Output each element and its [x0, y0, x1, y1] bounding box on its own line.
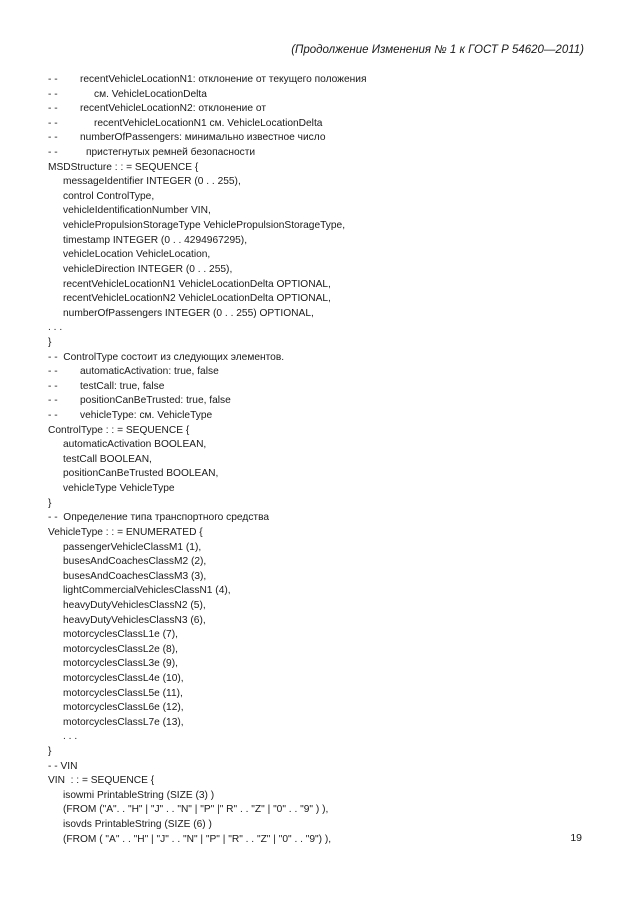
code-line	[48, 555, 588, 570]
code-line-text: recentVehicleLocationN2 VehicleLocationDelta OPTIONAL,	[63, 293, 331, 305]
comment-dash: - -	[48, 88, 58, 100]
code-line	[48, 351, 588, 366]
code-line	[48, 701, 588, 716]
code-line	[48, 88, 588, 103]
code-line-text: automaticActivation: true, false	[80, 366, 219, 378]
code-line	[48, 774, 588, 789]
comment-dash: - -	[48, 132, 58, 144]
code-line-text: - - Определение типа транспортного средства	[48, 512, 270, 524]
code-line	[48, 570, 588, 585]
code-line	[48, 380, 588, 395]
code-line-text: - - ControlType состоит из следующих элементов.	[48, 351, 285, 363]
code-line-text: }	[48, 497, 52, 509]
code-line	[48, 672, 588, 687]
code-line-text: VehicleType : : = ENUMERATED {	[48, 526, 203, 538]
code-line	[48, 409, 588, 424]
code-line-text: vehicleIdentificationNumber VIN,	[63, 205, 211, 217]
code-line-text: busesAndCoachesClassM3 (3),	[63, 570, 207, 582]
code-line	[48, 541, 588, 556]
code-line-text: (FROM ( "A" . . "H" | "J" . . "N" | "P" | "R" . . "Z" | "0" . . "9") ),	[63, 833, 332, 845]
code-line	[48, 292, 588, 307]
code-line	[48, 248, 588, 263]
code-line	[48, 263, 588, 278]
code-line	[48, 789, 588, 804]
code-line-text: . . .	[63, 731, 78, 743]
code-line	[48, 467, 588, 482]
code-line-text: . . .	[48, 322, 63, 334]
code-line	[48, 511, 588, 526]
code-line-text: motorcyclesClassL5e (11),	[63, 687, 183, 699]
code-line-text: vehicleType VehicleType	[63, 483, 175, 495]
code-line-text: messageIdentifier INTEGER (0 . . 255),	[63, 176, 241, 188]
code-line-text: vehicleType: см. VehicleType	[80, 410, 213, 422]
code-line-text: positionCanBeTrusted BOOLEAN,	[63, 468, 219, 480]
code-line	[48, 73, 588, 88]
code-line	[48, 394, 588, 409]
code-line-text: пристегнутых ремней безопасности	[86, 147, 256, 159]
code-line	[48, 526, 588, 541]
code-line	[48, 599, 588, 614]
code-line	[48, 716, 588, 731]
code-line	[48, 818, 588, 833]
code-line	[48, 146, 588, 161]
code-line-text: }	[48, 746, 52, 758]
code-line-text: recentVehicleLocationN2: отклонение от	[80, 103, 266, 115]
comment-dash: - -	[48, 103, 58, 115]
code-line-text: см. VehicleLocationDelta	[94, 88, 207, 100]
code-line	[48, 584, 588, 599]
code-line	[48, 365, 588, 380]
code-line-text: MSDStructure : : = SEQUENCE {	[48, 161, 199, 173]
code-line-text: busesAndCoachesClassM2 (2),	[63, 556, 207, 568]
code-line-text: positionCanBeTrusted: true, false	[80, 395, 231, 407]
code-line-text: recentVehicleLocationN1: отклонение от текущего положения	[80, 74, 367, 85]
code-line-text: lightCommercialVehiclesClassN1 (4),	[63, 585, 231, 597]
code-line	[48, 234, 588, 249]
code-line	[48, 219, 588, 234]
code-line-text: recentVehicleLocationN1 VehicleLocationDelta OPTIONAL,	[63, 278, 331, 290]
code-line	[48, 614, 588, 629]
code-line-text: ControlType : : = SEQUENCE {	[48, 424, 190, 436]
code-line-text: vehicleDirection INTEGER (0 . . 255),	[63, 263, 233, 275]
code-line-text: passengerVehicleClassM1 (1),	[63, 541, 202, 553]
code-line	[48, 204, 588, 219]
code-line-text: motorcyclesClassL6e (12),	[63, 702, 184, 714]
code-line	[48, 424, 588, 439]
code-line	[48, 161, 588, 176]
code-line-text: - - VIN	[48, 760, 78, 772]
comment-dash: - -	[48, 117, 58, 129]
code-line	[48, 833, 588, 848]
code-line	[48, 453, 588, 468]
code-line	[48, 628, 588, 643]
code-line-text: recentVehicleLocationN1 см. VehicleLocationDelta	[94, 117, 323, 129]
code-line-text: automaticActivation BOOLEAN,	[63, 439, 207, 451]
code-line-text: isowmi PrintableString (SIZE (3) )	[63, 789, 215, 801]
code-line	[48, 657, 588, 672]
code-line-text: vehiclePropulsionStorageType VehiclePropulsionStorageType,	[63, 220, 346, 232]
code-line-text: heavyDutyVehiclesClassN2 (5),	[63, 599, 206, 611]
code-line	[48, 102, 588, 117]
code-line	[48, 190, 588, 205]
comment-dash: - -	[48, 410, 58, 422]
code-line-text: testCall BOOLEAN,	[63, 453, 152, 465]
code-line-text: vehicleLocation VehicleLocation,	[63, 249, 211, 261]
code-line-text: motorcyclesClassL2e (8),	[63, 643, 178, 655]
comment-dash: - -	[48, 74, 58, 85]
code-line	[48, 278, 588, 293]
code-line	[48, 307, 588, 322]
code-line-text: motorcyclesClassL7e (13),	[63, 716, 184, 728]
code-line	[48, 687, 588, 702]
page-number: 19	[570, 832, 582, 844]
code-line	[48, 482, 588, 497]
code-line	[48, 730, 588, 745]
code-line	[48, 760, 588, 775]
comment-dash: - -	[48, 147, 58, 159]
code-line	[48, 643, 588, 658]
code-line-text: numberOfPassengers: минимально известное число	[80, 132, 326, 144]
comment-dash: - -	[48, 380, 58, 392]
code-line	[48, 745, 588, 760]
code-line-text: testCall: true, false	[80, 380, 165, 392]
running-header: (Продолжение Изменения № 1 к ГОСТ Р 54620—2011)	[291, 44, 584, 56]
code-line-text: motorcyclesClassL3e (9),	[63, 658, 178, 670]
code-line	[48, 175, 588, 190]
code-line	[48, 321, 588, 336]
code-line	[48, 336, 588, 351]
code-line-text: numberOfPassengers INTEGER (0 . . 255) OPTIONAL,	[63, 307, 314, 319]
code-line-text: isovds PrintableString (SIZE (6) )	[63, 819, 212, 831]
code-line-text: control ControlType,	[63, 190, 155, 202]
comment-dash: - -	[48, 395, 58, 407]
code-line	[48, 117, 588, 132]
code-line-text: heavyDutyVehiclesClassN3 (6),	[63, 614, 206, 626]
code-line-text: VIN : : = SEQUENCE {	[48, 775, 155, 787]
asn1-listing	[48, 73, 588, 847]
code-line-text: motorcyclesClassL1e (7),	[63, 629, 178, 641]
code-line	[48, 438, 588, 453]
comment-dash: - -	[48, 366, 58, 378]
code-line-text: motorcyclesClassL4e (10),	[63, 672, 184, 684]
code-line-text: timestamp INTEGER (0 . . 4294967295),	[63, 234, 248, 246]
code-line	[48, 497, 588, 512]
code-line	[48, 803, 588, 818]
code-line-text: (FROM ("A". . "H" | "J" . . "N" | "P" |" R" . . "Z" | "0" . . "9" ) ),	[63, 804, 329, 816]
code-line	[48, 131, 588, 146]
code-line-text: }	[48, 336, 52, 348]
